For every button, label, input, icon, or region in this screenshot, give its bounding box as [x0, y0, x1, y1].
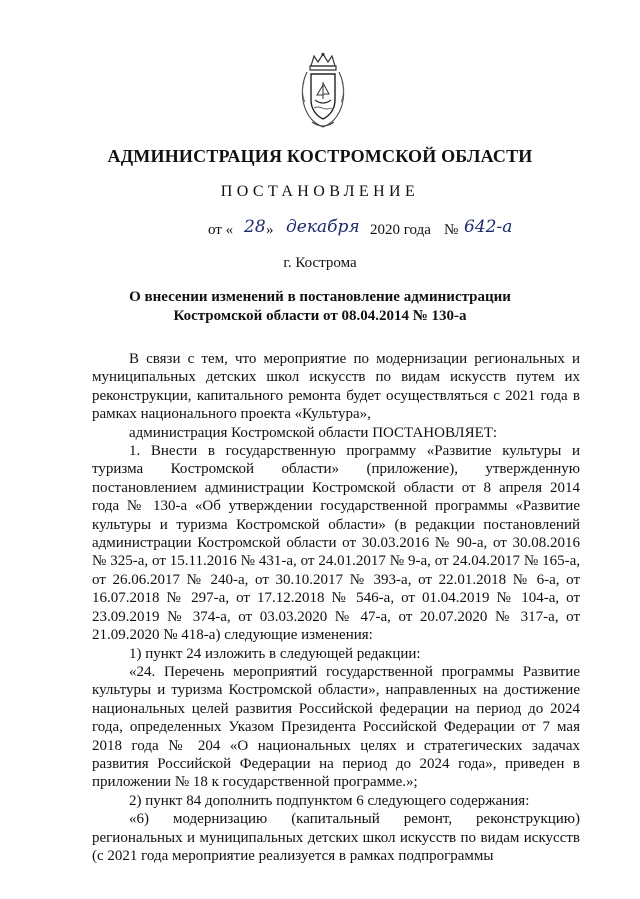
paragraph-subitem-1: 1) пункт 24 изложить в следующей редакции: — [129, 645, 421, 662]
paragraph-quote-6: «6) модернизацию (капитальный ремонт, реконструкцию) региональных и муниципальных детских школ искусств по видам искусств (с 2021 года мероприятие реализуется в рамках подпрограммы — [92, 811, 580, 864]
document-body — [92, 350, 580, 865]
paragraph-resolves: администрация Костромской области ПОСТАНОВЛЯЕТ: — [129, 424, 498, 441]
city-line: г. Кострома — [283, 255, 357, 271]
date-year: 2020 года — [370, 222, 431, 238]
number-label: № — [444, 222, 459, 238]
title-line-2: Костромской области от 08.04.2014 № 130-а — [173, 308, 467, 324]
coat-of-arms-icon — [298, 52, 348, 130]
date-prefix: от « — [208, 222, 234, 238]
paragraph-quote-24: «24. Перечень мероприятий государственной программы Развитие культуры и туризма Костромской области», направленных на достижение национальных целей развития Российской федерации на период до 2024 года, определенных Указом Президента Российской Федерации от 7 мая 2018 года № 204 «О национальных целях и стратегических задачах развития Российской Федерации на период до 2024 года», приведен в приложении № 18 к государственной программе.»; — [92, 663, 580, 791]
document-type: ПОСТАНОВЛЕНИЕ — [220, 183, 420, 200]
organization-heading: АДМИНИСТРАЦИЯ КОСТРОМСКОЙ ОБЛАСТИ — [107, 146, 533, 166]
date-day: 28 — [244, 217, 266, 237]
paragraph-preamble: В связи с тем, что мероприятие по модернизации региональных и муниципальных детских школ искусств по видам искусств путем их реконструкции, капитального ремонта будет осуществляться с 2021 года в рамках национального проекта «Культура», — [92, 351, 580, 423]
document-title — [0, 288, 640, 326]
document-number: 642-а — [464, 217, 513, 237]
paragraph-item-1: 1. Внести в государственную программу «Развитие культуры и туризма Костромской области» (приложение), утвержденную постановлением администрации Костромской области от 8 апреля 2014 года № 130-а «Об утверждении государственной программы «Развитие культуры и туризма Костромской области» (в редакции постановлений администрации Костромской области от 30.03.2016 № 90-а, от 30.08.2016 № 325-а, от 15.11.2016 № 431-а, от 24.01.2017 № 9-а, от 24.04.2017 № 165-а, от 26.06.2017 № 240-а, от 30.10.2017 № 393-а, от 22.01.2018 № 6-а, от 16.07.2018 № 297-а, от 17.12.2018 № 546-а, от 01.04.2019 № 104-а, от 23.09.2019 № 374-а, от 03.03.2020 № 47-а, от 20.07.2020 № 317-а, от 21.09.2020 № 418-а) следующие изменения: — [92, 443, 580, 644]
date-number-line — [208, 218, 568, 244]
paragraph-subitem-2: 2) пункт 84 дополнить подпунктом 6 следующего содержания: — [129, 792, 530, 809]
date-month: декабря — [286, 217, 360, 237]
title-line-1: О внесении изменений в постановление администрации — [129, 289, 511, 305]
date-day-close: » — [266, 222, 274, 238]
